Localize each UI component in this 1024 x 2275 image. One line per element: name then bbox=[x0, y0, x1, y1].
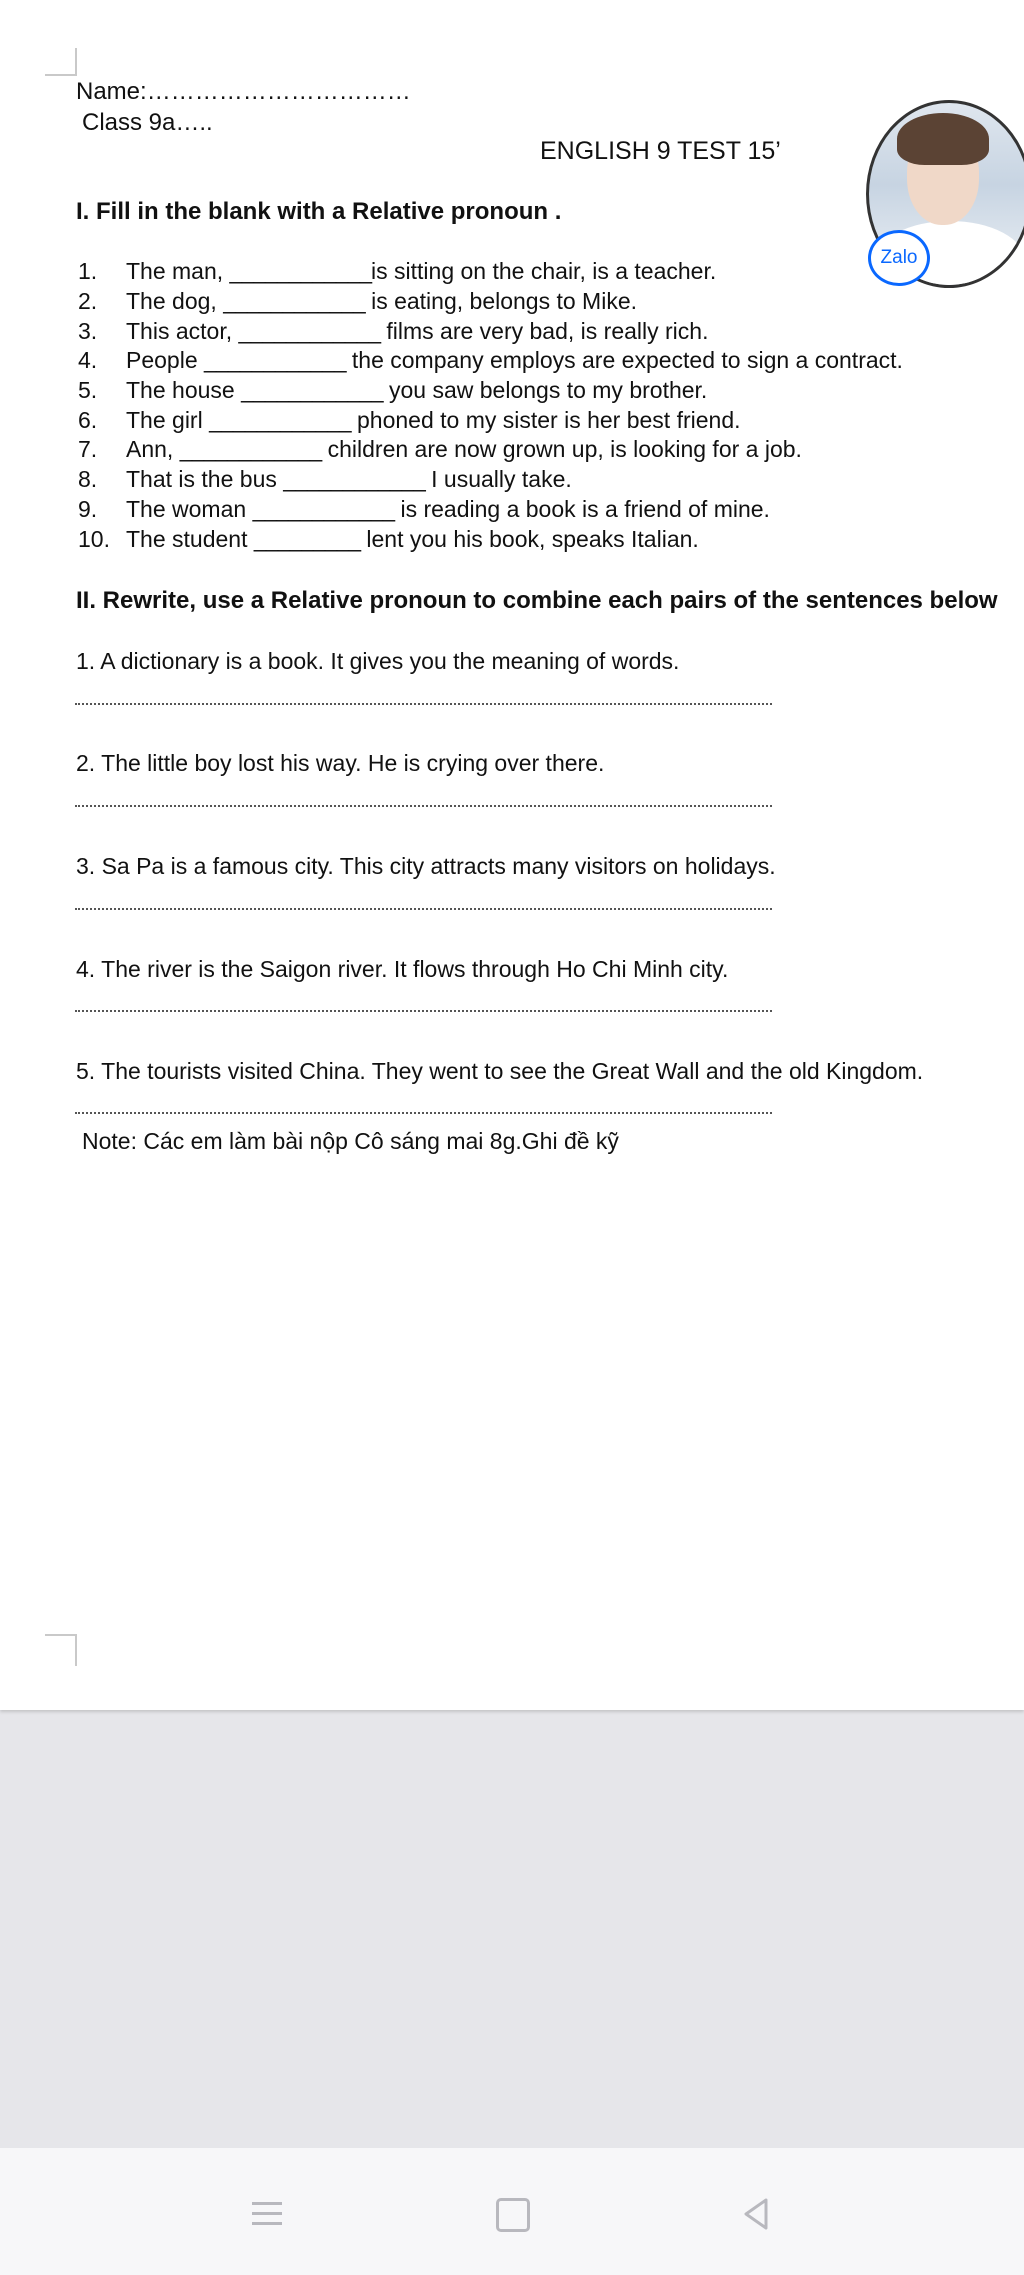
rewrite-item: 1. A dictionary is a book. It gives you the meaning of words. bbox=[76, 648, 680, 674]
fill-item: 10. The student _________ lent you his book, speaks Italian. bbox=[78, 526, 699, 552]
rewrite-item: 5. The tourists visited China. They went to see the Great Wall and the old Kingdom. bbox=[76, 1058, 924, 1084]
answer-line bbox=[75, 908, 772, 910]
name-field: Name:…………………………… bbox=[76, 78, 411, 105]
fill-item: 6. The girl ____________ phoned to my sister is her best friend. bbox=[78, 407, 741, 433]
home-icon[interactable] bbox=[494, 2196, 530, 2232]
fill-item: 5. The house ____________ you saw belongs to my brother. bbox=[78, 377, 708, 403]
fill-item: 9. The woman ____________ is reading a book is a friend of mine. bbox=[78, 496, 770, 522]
rewrite-item: 3. Sa Pa is a famous city. This city attracts many visitors on holidays. bbox=[76, 853, 776, 879]
system-nav-bar bbox=[0, 2148, 1024, 2275]
answer-line bbox=[75, 805, 772, 807]
section1-heading: I. Fill in the blank with a Relative pronoun . bbox=[76, 198, 562, 225]
fill-item: 7. Ann, ____________ children are now grown up, is looking for a job. bbox=[78, 436, 802, 462]
test-title: ENGLISH 9 TEST 15’ bbox=[540, 137, 781, 165]
section2-heading: II. Rewrite, use a Relative pronoun to combine each pairs of the sentences below bbox=[76, 587, 998, 614]
crop-mark-top-left bbox=[45, 48, 77, 76]
crop-mark-bottom-left bbox=[45, 1634, 77, 1666]
fill-item: 3. This actor, ____________ films are very bad, is really rich. bbox=[78, 318, 709, 344]
answer-line bbox=[75, 1112, 772, 1114]
fill-item: 4. People ____________ the company employs are expected to sign a contract. bbox=[78, 347, 903, 373]
rewrite-item: 4. The river is the Saigon river. It flows through Ho Chi Minh city. bbox=[76, 956, 729, 982]
back-icon[interactable] bbox=[738, 2196, 774, 2232]
zalo-badge[interactable]: Zalo bbox=[868, 230, 930, 286]
class-field: Class 9a….. bbox=[82, 109, 213, 136]
answer-line bbox=[75, 1010, 772, 1012]
avatar-hair bbox=[897, 113, 989, 165]
menu-icon[interactable] bbox=[250, 2196, 286, 2232]
fill-item: 8. That is the bus ____________ I usually take. bbox=[78, 466, 572, 492]
note-text: Note: Các em làm bài nộp Cô sáng mai 8g.Ghi đề kỹ bbox=[82, 1128, 619, 1154]
fill-item: 1. The man, ____________is sitting on the chair, is a teacher. bbox=[78, 258, 717, 284]
fill-item: 2. The dog, ____________ is eating, belongs to Mike. bbox=[78, 288, 638, 314]
answer-line bbox=[75, 703, 772, 705]
rewrite-item: 2. The little boy lost his way. He is crying over there. bbox=[76, 750, 605, 776]
